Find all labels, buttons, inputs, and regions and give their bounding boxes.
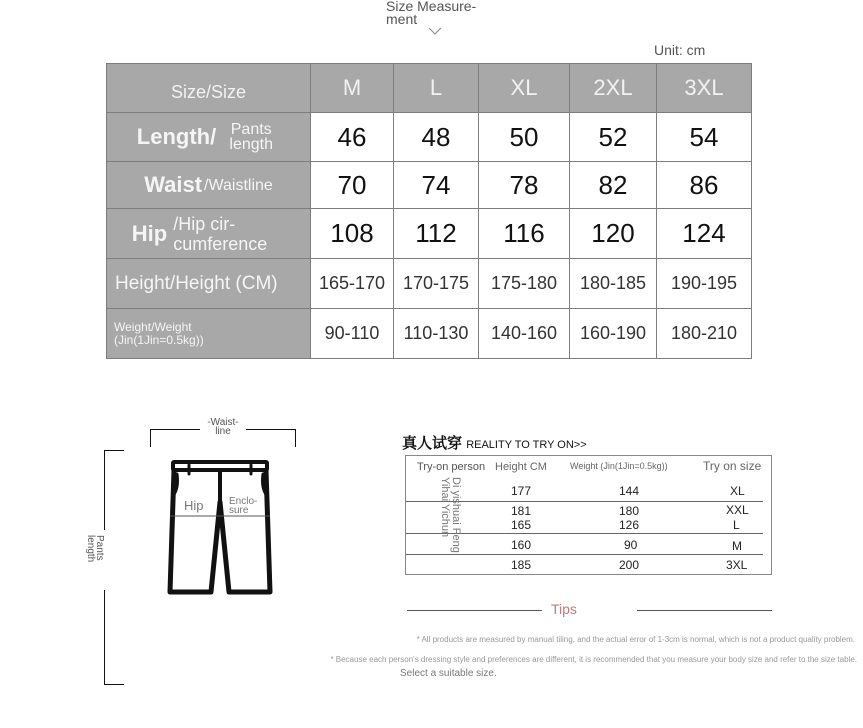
chevron-down-icon [428,26,442,36]
row-label-weight: Weight/Weight (Jin(1Jin=0.5kg)) [107,309,311,359]
table-cell: 180-210 [657,309,752,359]
col-header: Try on size [703,459,762,473]
table-cell: 120 [570,209,657,259]
size-header: XL [479,64,570,113]
row-label-main: Waist [144,172,203,197]
table-cell: 116 [479,209,570,259]
tryon-title [402,432,587,453]
table-cell: 50 [479,113,570,162]
length-bracket-bottom [104,590,124,685]
table-cell: 46 [311,113,394,162]
tryon-person-names [439,477,461,567]
tips-note: Select a suitable size. [400,668,497,679]
table-cell: 52 [570,113,657,162]
size-header: 2XL [570,64,657,113]
length-bracket-top [104,450,124,530]
table-cell: 78 [479,162,570,209]
height-cell: 185 [511,558,532,572]
row-label-sub: /Waistline [204,176,273,194]
row-label-main: Length/ [136,124,217,149]
table-cell: 82 [570,162,657,209]
tryon-title-en: REALITY TO TRY ON>> [466,439,587,451]
row-label-main: Hip [131,220,168,246]
size-chart-table [106,63,752,359]
table-row [107,162,752,209]
col-header: Try-on person [417,461,486,473]
size-cell: XXL [726,503,749,517]
size-header: M [311,64,394,113]
row-label-sub: /Hip cir-cumference [173,213,268,254]
height-cell: 177 [511,484,532,498]
table-cell: 180-185 [570,259,657,309]
weight-cell: 90 [624,538,638,552]
tips-divider-left [407,610,542,611]
size-cell: L [733,518,740,532]
page-title: Size Measure-ment [386,0,477,27]
table-cell: 48 [394,113,479,162]
length-label: Pants length [85,535,105,563]
corner-label: Size/Size [107,64,311,113]
unit-label: Unit: cm [654,42,706,58]
table-row [107,309,752,359]
row-label-height: Height/Height (CM) [107,259,311,309]
tips-note: * All products are measured by manual tiling, and the actual error of 1-3cm is normal, which is not a product quality problem. [416,635,855,644]
table-cell: 74 [394,162,479,209]
weight-cell: 144 [619,484,640,498]
table-cell: 170-175 [394,259,479,309]
row-label-hip [107,209,311,259]
tryon-title-cn: 真人试穿 [402,435,463,452]
table-cell: 175-180 [479,259,570,309]
table-cell: 160-190 [570,309,657,359]
table-row [107,259,752,309]
height-cell: 160 [511,538,532,552]
size-cell: XL [730,484,745,498]
table-cell: 90-110 [311,309,394,359]
tips-label: Tips [551,601,577,617]
tips-note: * Because each person's dressing style and preferences are different, it is recommended that you measure your body size and refer to the size table. [330,655,857,664]
height-cell: 181 [511,504,532,518]
weight-cell: 200 [619,558,640,572]
table-cell: 70 [311,162,394,209]
table-cell: 110-130 [394,309,479,359]
table-row [107,113,752,162]
row-label-waist [107,162,311,209]
row-label-length [107,113,311,162]
size-header: L [394,64,479,113]
col-header: Height CM [495,461,547,473]
person-name: Yihai Yichun [439,477,451,538]
table-cell: 108 [311,209,394,259]
waist-label: -Waist-line [200,418,246,436]
tips-divider-right [637,610,772,611]
size-cell: 3XL [726,558,748,572]
table-cell: 165-170 [311,259,394,309]
table-cell: 190-195 [657,259,752,309]
person-name: Di yishuai Feng [450,477,462,553]
table-cell: 112 [394,209,479,259]
table-cell: 54 [657,113,752,162]
pants-icon [165,460,275,600]
table-cell: 86 [657,162,752,209]
table-header-row [107,64,752,113]
row-label-sub: Pants length [229,121,274,153]
hip-label: Hip [184,498,204,513]
weight-cell: 126 [619,518,640,532]
table-row [107,209,752,259]
height-cell: 165 [511,518,532,532]
weight-cell: 180 [619,504,640,518]
size-cell: M [732,539,742,553]
enclosure-label: Enclo-sure [229,496,258,516]
table-cell: 140-160 [479,309,570,359]
size-header: 3XL [657,64,752,113]
table-cell: 124 [657,209,752,259]
col-header: Weight (Jin(1Jin=0.5kg)) [570,461,668,471]
